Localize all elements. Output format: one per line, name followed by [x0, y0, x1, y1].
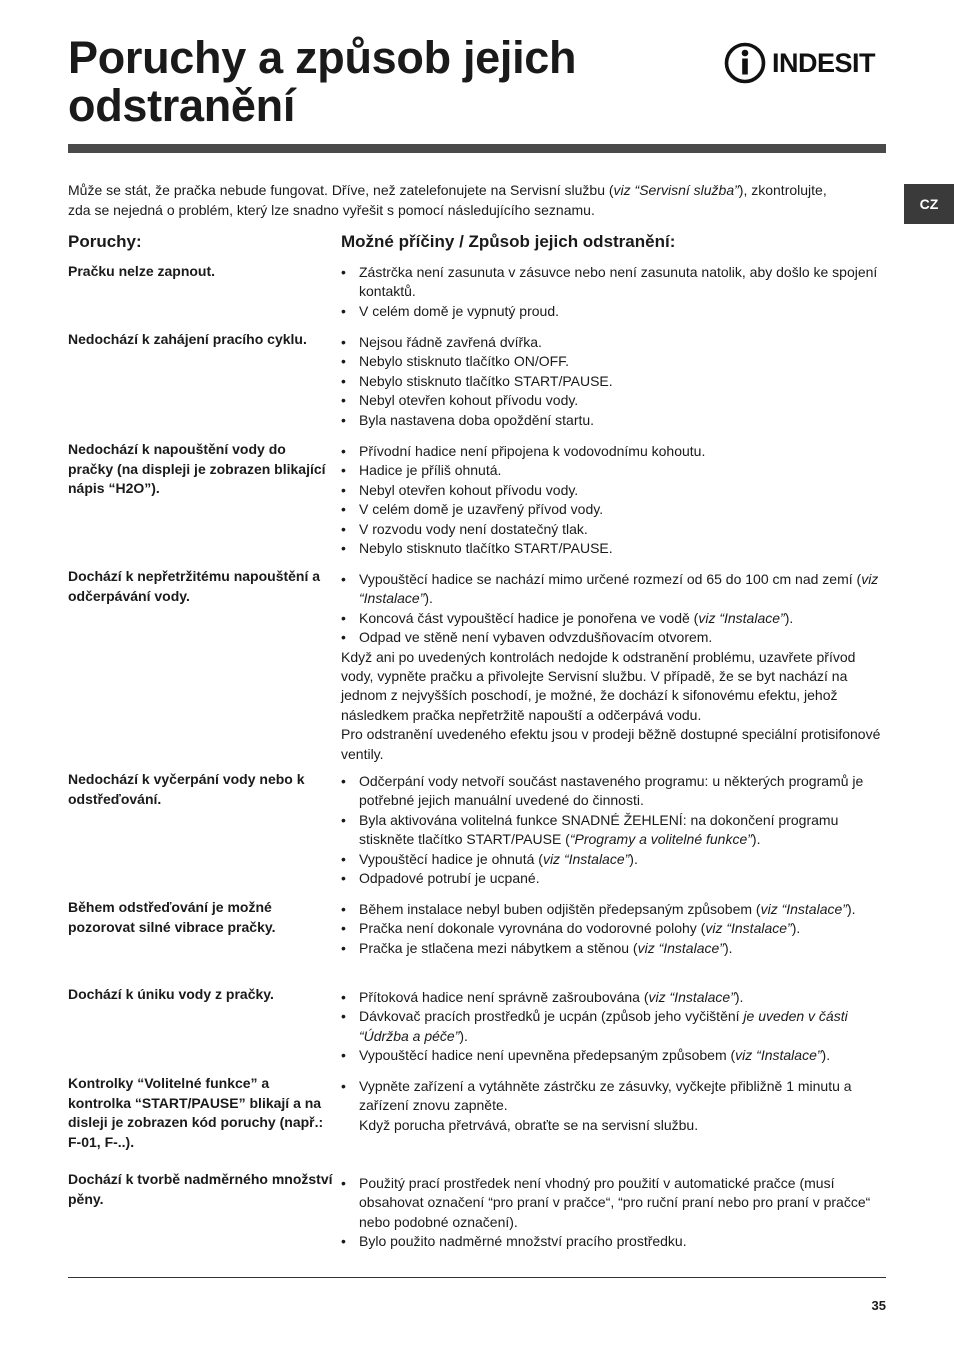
cause-item — [341, 520, 886, 539]
cause-text: Vypouštěcí hadice je ohnutá ( — [359, 850, 543, 867]
cause-text: Použitý prací prostředek není vhodný pro použití v automatické pračce (musí obsahovat označení “pro praní v pračce“, “pro ruční praní nebo pro praní v pračce“ nebo podobné označení). — [359, 1175, 871, 1230]
cause-text: V celém domě je vypnutý proud. — [359, 302, 559, 319]
cause-reference: viz “Instalace” — [359, 571, 879, 607]
cause-text: Byla nastavena doba opoždění startu. — [359, 411, 595, 428]
cause-text: Odčerpání vody netvoří součást nastaveného programu: u některých programů je potřebné jejich manuální uvedené do činnosti. — [359, 773, 864, 809]
causes-list — [341, 333, 886, 430]
language-tab[interactable]: CZ — [904, 184, 954, 224]
intro-reference: viz “Servisní služba” — [613, 182, 739, 198]
causes-list — [341, 570, 886, 764]
cause-text: Nebylo stisknuto tlačítko START/PAUSE. — [359, 372, 613, 389]
cause-text: Přítoková hadice není správně zašroubována ( — [359, 989, 649, 1005]
fault-label: Dochází k tvorbě nadměrného množství pěny. — [68, 1171, 333, 1207]
cause-reference: je uveden v části “Údržba a péče” — [359, 1008, 848, 1044]
title-divider — [68, 144, 886, 153]
intro-text-before: Může se stát, že pračka nebude fungovat. Dříve, než zatelefonujete na Servisní službu ( — [68, 182, 614, 198]
cause-text: V celém domě je uzavřený přívod vody. — [359, 501, 604, 518]
cause-text: Nebylo stisknuto tlačítko ON/OFF. — [359, 353, 570, 370]
faults-column-header: Poruchy: — [68, 232, 142, 251]
cause-item — [341, 1077, 886, 1116]
cause-reference: viz “Instalace” — [542, 850, 630, 867]
cause-item — [341, 302, 886, 321]
cause-item — [341, 772, 886, 811]
cause-item — [341, 411, 886, 430]
cause-text: V rozvodu vody není dostatečný tlak. — [359, 520, 588, 537]
cause-text: ). — [821, 1047, 831, 1064]
cause-text: Vypouštěcí hadice není upevněna předepsaným způsobem ( — [359, 1047, 736, 1064]
cause-reference: viz “Instalace” — [760, 901, 847, 917]
causes-list — [341, 442, 886, 558]
cause-text: Pračka není dokonale vyrovnána do vodorovné polohy ( — [359, 920, 706, 937]
cause-item — [341, 500, 886, 519]
cause-item — [341, 919, 886, 938]
cause-text: Koncová část vypouštěcí hadice je ponořena ve vodě ( — [359, 609, 699, 626]
cause-reference: viz “Instalace” — [698, 609, 785, 626]
cause-text: ). — [459, 1027, 468, 1044]
cause-item — [341, 442, 886, 461]
cause-reference: “Programy a volitelné funkce” — [569, 831, 752, 848]
cause-text: Pračka je stlačena mezi nábytkem a stěnou ( — [359, 939, 638, 956]
causes-list — [341, 1174, 886, 1252]
cause-text: Odpad ve stěně není vybaven odvzdušňovacím otvorem. — [359, 629, 713, 646]
cause-text: ). — [734, 989, 744, 1005]
cause-text: Bylo použito nadměrné množství pracího prostředku. — [359, 1233, 687, 1250]
cause-item — [341, 372, 886, 391]
cause-item — [341, 1174, 886, 1232]
cause-note: Když ani po uvedených kontrolách nedojde k odstranění problému, uzavřete přívod vody, vypněte pračku a přivolejte Servisní službu. V případě, že se byt nachází na jednom z nejvyšších poschodí, je možné, že dochází k sifonovému efektu, jehož následkem pračka nepřetržitě napouští a odčerpává vodu. — [341, 648, 856, 723]
cause-item — [341, 988, 886, 1007]
cause-text: Nebyl otevřen kohout přívodu vody. — [359, 481, 579, 498]
brand-name: INDESIT — [772, 47, 876, 78]
cause-text: Přívodní hadice není připojena k vodovodnímu kohoutu. — [359, 443, 706, 459]
cause-note: Pro odstranění uvedeného efektu jsou v prodeji běžně dostupné speciální protisifonové ventily. — [341, 726, 881, 762]
cause-text: Nebylo stisknuto tlačítko START/PAUSE. — [359, 540, 613, 557]
cause-item — [341, 481, 886, 500]
causes-column-header: Možné příčiny / Způsob jejich odstranění: — [341, 232, 676, 251]
cause-text: ). — [723, 939, 733, 956]
cause-note: Když porucha přetrvává, obraťte se na servisní službu. — [359, 1116, 699, 1133]
cause-reference: viz “Instalace” — [637, 939, 724, 956]
cause-item — [341, 609, 886, 628]
fault-label: Pračku nelze zapnout. — [68, 263, 216, 279]
cause-item — [341, 1046, 886, 1065]
cause-item — [341, 869, 886, 888]
fault-label: Nedochází k vyčerpání vody nebo k odstřeďování. — [68, 771, 305, 807]
cause-item — [341, 539, 886, 558]
cause-text: Odpadové potrubí je ucpané. — [359, 870, 540, 887]
cause-item — [341, 333, 886, 352]
cause-text: ). — [846, 901, 856, 917]
cause-reference: viz “Instalace” — [735, 1047, 822, 1064]
cause-item — [341, 628, 886, 647]
causes-list — [341, 900, 886, 958]
fault-label: Kontrolky “Volitelné funkce” a kontrolka “START/PAUSE” blikají a na disleji je zobrazen kód poruchy (např.: F-01, F-..). — [68, 1075, 324, 1150]
fault-label: Nedochází k napouštění vody do pračky (na displeji je zobrazen blikající nápis “H2O”). — [68, 441, 326, 496]
cause-item — [341, 461, 886, 480]
cause-item — [341, 1007, 886, 1046]
cause-item — [341, 850, 886, 869]
intro-text-after: ), zkontrolujte, zda se nejedná o problém, který lze snadno vyřešit s pomocí následujícího seznamu. — [68, 182, 827, 218]
cause-text: Během instalace nebyl buben odjištěn předepsaným způsobem ( — [359, 901, 761, 917]
cause-text: Vypouštěcí hadice se nachází mimo určené rozmezí od 65 do 100 cm nad zemí ( — [359, 571, 862, 587]
cause-item — [341, 352, 886, 371]
indesit-logo-icon — [724, 42, 766, 84]
fault-label: Dochází k úniku vody z pračky. — [68, 986, 274, 1002]
causes-list — [341, 772, 886, 888]
cause-item — [341, 570, 886, 609]
cause-text: ). — [784, 609, 794, 626]
cause-item — [341, 900, 886, 919]
cause-text: Zástrčka není zasunuta v zásuvce nebo není zasunuta natolik, aby došlo ke spojení kontaktů. — [359, 264, 878, 300]
cause-text: Byla aktivována volitelná funkce SNADNÉ ŽEHLENÍ: na dokončení programu stiskněte tlačítko START/PAUSE ( — [359, 811, 839, 848]
causes-list — [341, 263, 886, 321]
cause-reference: viz “Instalace” — [705, 920, 792, 937]
cause-item — [341, 811, 886, 850]
fault-label: Nedochází k zahájení pracího cyklu. — [68, 331, 307, 347]
page-title: Poruchy a způsob jejich odstranění — [68, 32, 577, 131]
footer-divider — [68, 1277, 886, 1278]
cause-text: Nebyl otevřen kohout přívodu vody. — [359, 392, 579, 409]
causes-list — [341, 1077, 886, 1135]
causes-list — [341, 988, 886, 1066]
cause-text: Vypněte zařízení a vytáhněte zástrčku ze zásuvky, vyčkejte přibližně 1 minutu a zařízení znovu zapněte. — [359, 1078, 852, 1114]
cause-text: Dávkovač pracích prostředků je ucpán (způsob jeho vyčištění — [359, 1008, 744, 1025]
intro-text — [68, 180, 828, 220]
cause-item — [341, 263, 886, 302]
cause-reference: viz “Instalace” — [648, 989, 735, 1005]
cause-text: ). — [424, 590, 433, 607]
cause-text: Nejsou řádně zavřená dvířka. — [359, 334, 542, 350]
cause-text: ). — [629, 850, 638, 867]
cause-item — [341, 391, 886, 410]
cause-text: ). — [791, 920, 801, 937]
cause-text: Hadice je příliš ohnutá. — [359, 462, 502, 479]
cause-item — [341, 1232, 886, 1251]
brand-logo — [724, 40, 889, 86]
page-number: 35 — [871, 1298, 886, 1313]
fault-label: Během odstřeďování je možné pozorovat silné vibrace pračky. — [68, 899, 276, 935]
cause-text: ). — [751, 831, 761, 848]
cause-item — [341, 939, 886, 958]
fault-label: Dochází k nepřetržitému napouštění a odčerpávání vody. — [68, 568, 321, 604]
